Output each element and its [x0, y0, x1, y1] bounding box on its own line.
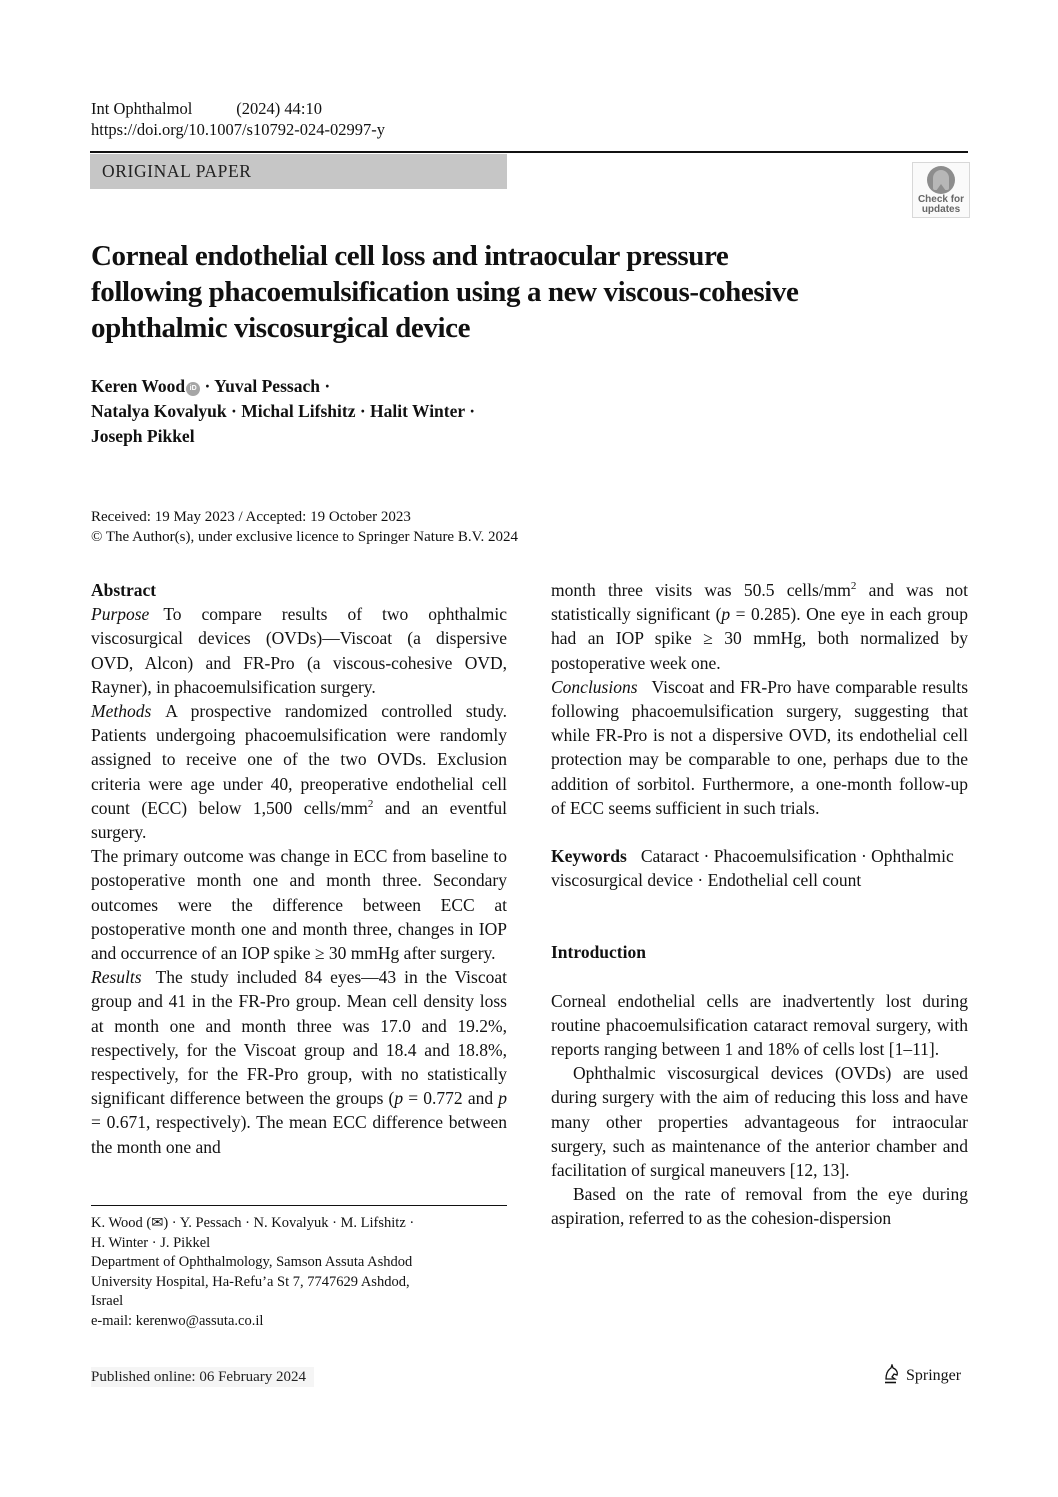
keywords-text: Cataract · Phacoemulsification · Ophthalmic viscosurgical device · Endothelial cell count	[551, 846, 954, 891]
footnote-rule	[91, 1205, 507, 1206]
methods-text: and an eventful surgery.	[91, 797, 507, 843]
publisher-name: Springer	[906, 1367, 962, 1384]
title-line: following phacoemulsification using a new viscous-cohesive	[91, 276, 799, 308]
results-text: = 0.671, respectively). The mean ECC difference between the month one and	[91, 1112, 507, 1157]
author-list	[91, 374, 475, 449]
journal-citation	[91, 99, 322, 119]
introduction-body	[551, 989, 968, 1231]
p-symbol: p	[721, 604, 731, 625]
affiliation-line: Department of Ophthalmology, Samson Assuta Ashdod	[91, 1254, 413, 1271]
purpose-label: Purpose	[91, 604, 150, 625]
abstract-results-continued-text	[551, 578, 968, 675]
paragraph: Based on the rate of removal from the eye during aspiration, referred to as the cohesion-dispersion	[551, 1184, 968, 1229]
results-text: The study included 84 eyes—43 in the Viscoat group and 41 in the FR-Pro group. Mean cell density loss at month one and month three was 17.0 and 19.2%, respectively, for the Viscoat group and 18.4 and 18.8%, respectively, for the FR-Pro group, with no statistically significant difference between the groups (	[91, 967, 507, 1109]
check-for-updates-button[interactable]	[912, 162, 970, 218]
footnote-line: H. Winter · J. Pikkel	[91, 1234, 211, 1251]
paragraph: Corneal endothelial cells are inadvertently lost during routine phacoemulsification cataract removal surgery, with reports ranging between 1 and 18% of cells lost [1–11].	[551, 990, 968, 1060]
copyright-notice: © The Author(s), under exclusive licence to Springer Nature B.V. 2024	[91, 529, 518, 545]
springer-horse-icon	[882, 1364, 900, 1384]
crossmark-icon	[927, 166, 955, 194]
superscript: 2	[850, 580, 857, 592]
introduction-heading: Introduction	[551, 942, 646, 963]
title-line: Corneal endothelial cell loss and intraocular pressure	[91, 240, 729, 272]
corresponding-authors: K. Wood (✉) · Y. Pessach · N. Kovalyuk · M. Lifshitz ·	[91, 1215, 415, 1231]
affiliation-line: Israel	[91, 1293, 124, 1310]
keywords	[551, 844, 968, 892]
orcid-icon[interactable]: iD	[186, 382, 200, 396]
abstract-conclusions	[551, 675, 968, 820]
conclusions-text: Viscoat and FR-Pro have comparable results following phacoemulsification surgery, suggesting that while FR-Pro is not a dispersive OVD, its endothelial cell protection may be comparable to one, perhaps due to the addition of sorbitol. Furthermore, a one-month follow-up of ECC seems sufficient in such trials.	[551, 676, 968, 818]
results-text: and was not statistically significant (	[551, 580, 968, 625]
abstract-heading: Abstract	[91, 580, 157, 600]
keywords-label: Keywords	[551, 846, 627, 867]
article-title	[91, 238, 951, 346]
updates-label: updates	[921, 204, 961, 215]
article-type-banner	[90, 154, 507, 189]
methods-text: A prospective randomized controlled study. Patients undergoing phacoemulsification were randomly assigned to receive one of the two OVDs. Exclusion criteria were age under 40, preoperative endothelial cell count (ECC) below 1,500 cells/mm	[91, 701, 507, 818]
header-rule	[90, 151, 968, 153]
paragraph: Ophthalmic viscosurgical devices (OVDs) are used during surgery with the aim of reducing this loss and have many other properties advantageous for intraocular surgery, such as maintenance of the anterior chamber and facilitation of surgical maneuvers [12, 13].	[551, 1063, 968, 1181]
journal-issue: (2024) 44:10	[236, 99, 322, 118]
article-type-label: ORIGINAL PAPER	[102, 161, 252, 181]
abstract-results	[91, 965, 507, 1159]
abstract-outcomes: The primary outcome was change in ECC from baseline to postoperative month one and month three. Secondary outcomes were the difference between ECC at postoperative month one and month three, changes in IOP and occurrence of an IOP spike ≥ 30 mmHg after surgery.	[91, 846, 507, 964]
conclusions-label: Conclusions	[551, 676, 638, 697]
author-names: · Yuval Pessach ·	[200, 376, 331, 396]
superscript: 2	[367, 797, 374, 810]
abstract-left-column	[91, 578, 507, 1159]
methods-label: Methods	[91, 701, 152, 722]
p-symbol: p	[498, 1088, 507, 1109]
p-symbol: p	[394, 1088, 404, 1109]
author-names: Natalya Kovalyuk · Michal Lifshitz · Halit Winter ·	[91, 401, 476, 421]
journal-name: Int Ophthalmol	[91, 99, 193, 118]
author-affiliation-footnote	[91, 1214, 511, 1332]
author-names: Joseph Pikkel	[91, 426, 195, 446]
check-for-label: Check for	[917, 194, 965, 205]
doi-link[interactable]: https://doi.org/10.1007/s10792-024-02997-y	[91, 120, 385, 139]
results-label: Results	[91, 967, 142, 988]
publisher-logo[interactable]	[882, 1364, 961, 1387]
results-text: = 0.285). One eye in each group had an IOP spike ≥ 30 mmHg, both normalized by postoperative week one.	[551, 604, 968, 673]
results-text: = 0.772 and	[403, 1088, 499, 1109]
received-accepted-dates: Received: 19 May 2023 / Accepted: 19 October 2023	[91, 509, 411, 525]
title-line: ophthalmic viscosurgical device	[91, 312, 471, 344]
email-link[interactable]: e-mail: kerenwo@assuta.co.il	[91, 1312, 264, 1329]
published-online-date: Published online: 06 February 2024	[91, 1367, 314, 1387]
purpose-text: To compare results of two ophthalmic viscosurgical devices (OVDs)—Viscoat (a dispersive OVD, Alcon) and FR-Pro (a viscous-cohesive OVD, Rayner), in phacoemulsification surgery.	[91, 604, 507, 697]
abstract-purpose	[91, 602, 507, 699]
affiliation-line: University Hospital, Ha-Refu’a St 7, 7747629 Ashdod,	[91, 1273, 410, 1290]
right-column	[551, 578, 968, 1231]
results-text: month three visits was 50.5 cells/mm	[551, 580, 851, 600]
abstract-methods	[91, 699, 507, 844]
author-name[interactable]: Keren Wood	[91, 376, 186, 396]
